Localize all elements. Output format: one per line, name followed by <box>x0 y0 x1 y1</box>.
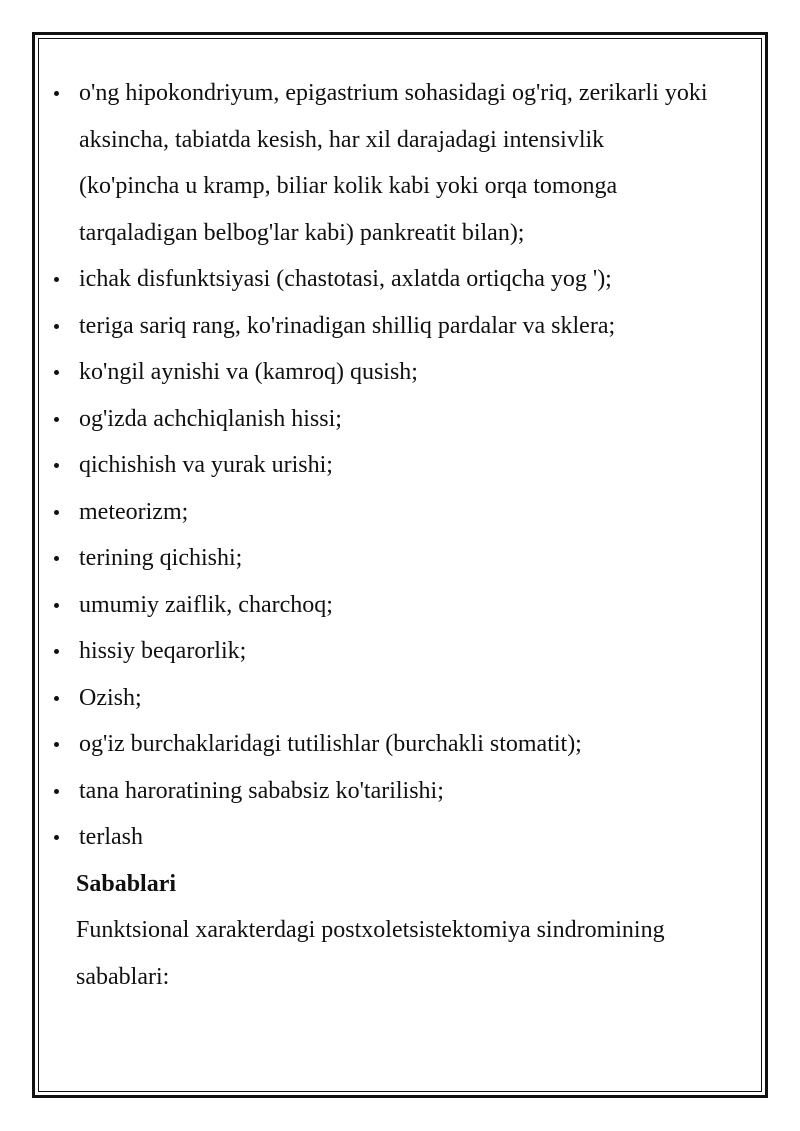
list-item <box>50 70 710 256</box>
list-item <box>50 582 710 629</box>
list-item <box>50 814 710 861</box>
list-item-text: tana haroratining sababsiz ko'tarilishi; <box>79 777 444 804</box>
list-item-text: hissiy beqarorlik; <box>79 638 247 664</box>
bullet-icon <box>54 463 59 468</box>
list-item-text: terining qichishi; <box>79 545 243 571</box>
list-item-text: qichishish va yurak urishi; <box>79 452 333 478</box>
list-item <box>50 442 710 489</box>
bullet-icon <box>54 835 59 840</box>
page-content <box>50 70 710 1000</box>
list-item <box>50 489 710 536</box>
list-item-text: Ozish; <box>79 684 142 711</box>
list-item-text: teriga sariq rang, ko'rinadigan shilliq pardalar va sklera; <box>79 312 616 339</box>
list-item-text: terlash <box>79 824 143 850</box>
bullet-icon <box>54 91 59 96</box>
list-item-text: ko'ngil aynishi va (kamroq) qusish; <box>79 359 418 385</box>
symptom-list <box>50 70 710 861</box>
bullet-icon <box>54 324 59 329</box>
list-item <box>50 303 710 350</box>
list-item <box>50 256 710 303</box>
list-item-text: og'iz burchaklaridagi tutilishlar (burchakli stomatit); <box>79 731 582 757</box>
bullet-icon <box>54 277 59 282</box>
section-paragraph: Funktsional xarakterdagi postxoletsistektomiya sindromining sabablari: <box>76 917 665 990</box>
bullet-icon <box>54 370 59 375</box>
bullet-icon <box>54 696 59 701</box>
list-item <box>50 535 710 582</box>
bullet-icon <box>54 649 59 654</box>
list-item <box>50 675 710 722</box>
causes-section <box>50 861 710 1001</box>
bullet-icon <box>54 510 59 515</box>
list-item <box>50 768 710 815</box>
list-item-text: ichak disfunktsiyasi (chastotasi, axlatda ortiqcha yog '); <box>79 266 612 292</box>
list-item-text: og'izda achchiqlanish hissi; <box>79 405 342 432</box>
bullet-icon <box>54 742 59 747</box>
section-heading: Sabablari <box>76 870 177 897</box>
list-item <box>50 721 710 768</box>
bullet-icon <box>54 417 59 422</box>
bullet-icon <box>54 556 59 561</box>
bullet-icon <box>54 603 59 608</box>
list-item-text: o'ng hipokondriyum, epigastrium sohasidagi og'riq, zerikarli yoki aksincha, tabiatda kesish, har xil darajadagi intensivlik (ko'pincha u kramp, biliar kolik kabi yoki orqa tomonga tarqaladigan belbog'lar kabi) pankreatit bilan); <box>79 80 708 246</box>
list-item <box>50 349 710 396</box>
bullet-icon <box>54 789 59 794</box>
list-item <box>50 396 710 443</box>
list-item <box>50 628 710 675</box>
list-item-text: meteorizm; <box>79 498 189 525</box>
list-item-text: umumiy zaiflik, charchoq; <box>79 591 333 618</box>
